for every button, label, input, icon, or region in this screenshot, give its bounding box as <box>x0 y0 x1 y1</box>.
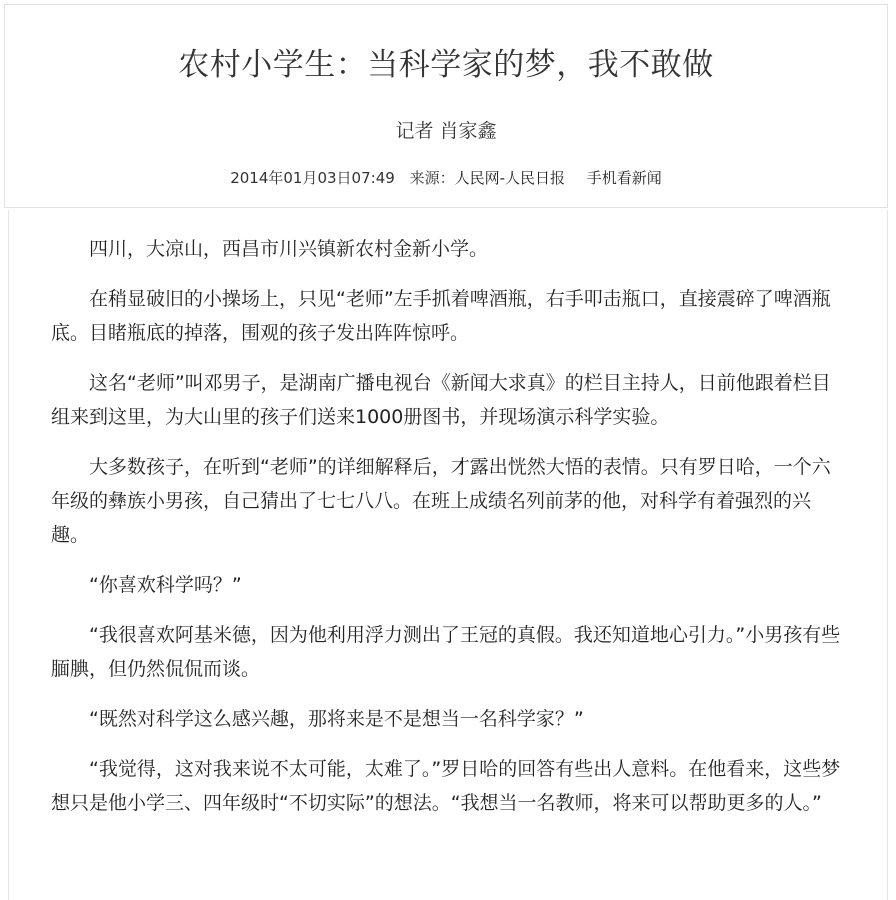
article-byline: 记者 肖家鑫 <box>395 120 497 142</box>
source-link[interactable]: 人民网-人民日报 <box>454 169 565 187</box>
article-paragraph: 大多数孩子，在听到“老师”的详细解释后，才露出恍然大悟的表情。只有罗日哈，一个六年级的彝族小男孩，自己猜出了七七八八。在班上成绩名列前茅的他，对科学有着强烈的兴趣。 <box>51 456 831 546</box>
article-paragraph: “既然对科学这么感兴趣，那将来是不是想当一名科学家？” <box>89 708 584 730</box>
article-paragraph: 在稍显破旧的小操场上，只见“老师”左手抓着啤酒瓶，右手叩击瓶口，直接震碎了啤酒瓶底。目睹瓶底的掉落，围观的孩子发出阵阵惊呼。 <box>51 288 831 344</box>
article-paragraph: “我觉得，这对我来说不太可能，太难了。”罗日哈的回答有些出人意料。在他看来，这些梦想只是他小学三、四年级时“不切实际”的想法。“我想当一名教师，将来可以帮助更多的人。” <box>51 758 841 814</box>
article-paragraph: 这名“老师”叫邓男子，是湖南广播电视台《新闻大求真》的栏目主持人，日前他跟着栏目组来到这里，为大山里的孩子们送来1000册图书，并现场演示科学实验。 <box>51 372 831 428</box>
publish-datetime: 2014年01月03日07:49 <box>230 169 395 187</box>
source-label: 来源： <box>409 169 455 187</box>
article-body <box>51 232 841 836</box>
article-title: 农村小学生：当科学家的梦，我不敢做 <box>178 47 714 83</box>
article-paragraph: 四川，大凉山，西昌市川兴镇新农村金新小学。 <box>89 238 489 260</box>
article-header <box>4 4 888 208</box>
article-paragraph: “你喜欢科学吗？” <box>89 574 242 596</box>
source-info <box>410 169 565 187</box>
mobile-news-link[interactable]: 手机看新闻 <box>586 169 662 187</box>
article-meta <box>5 167 887 189</box>
article-paragraph: “我很喜欢阿基米德，因为他利用浮力测出了王冠的真假。我还知道地心引力。”小男孩有些腼腆，但仍然侃侃而谈。 <box>51 624 841 680</box>
